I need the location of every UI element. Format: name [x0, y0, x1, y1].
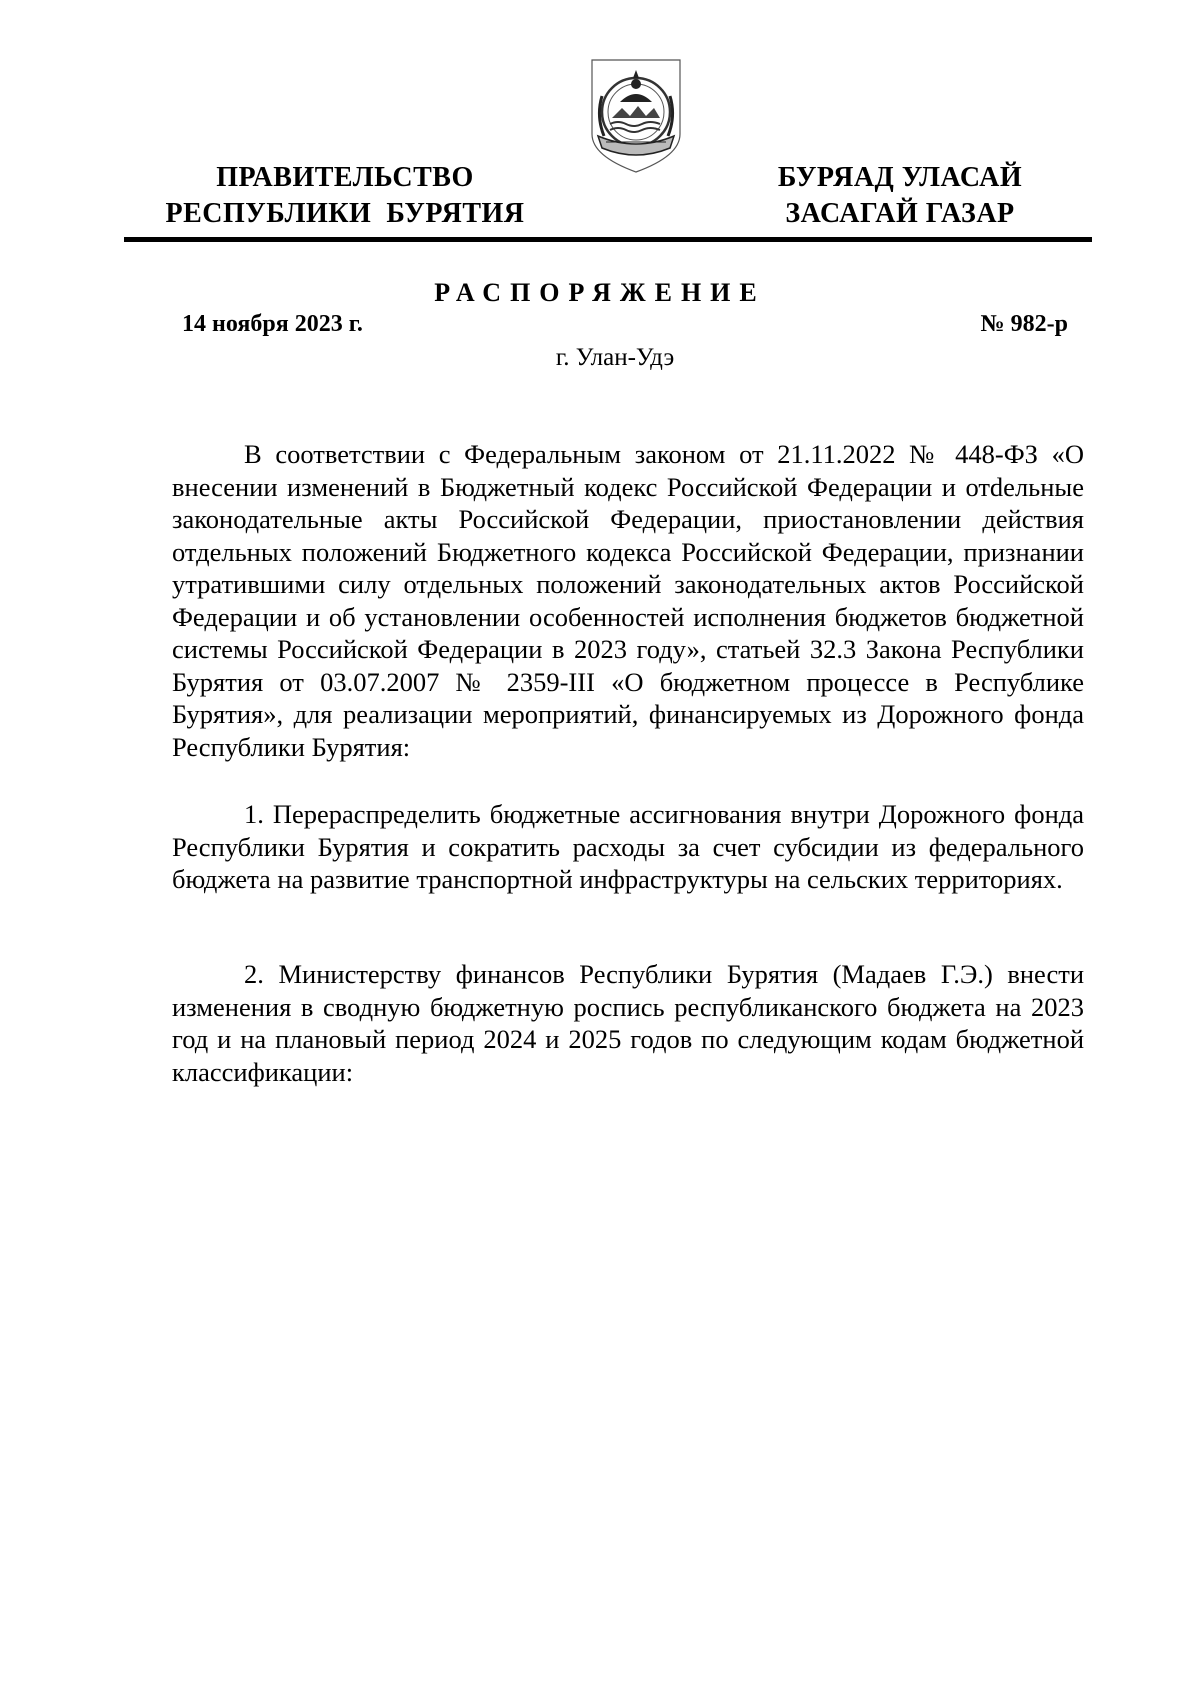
org-name-buryat-line-2: ЗАСАГАЙ ГАЗАР	[785, 198, 1015, 229]
header-divider	[124, 237, 1092, 242]
body-paragraph-item-1: 1. Перераспределить бюджетные ассигнования внутри Дорожного фонда Республики Бурятия и сократить расходы за счет субсидии из федерального бюджета на развитие транспортной инфраструктуры на сельских территориях.	[172, 799, 1084, 894]
document-number: № 982-р	[980, 311, 1068, 337]
org-name-buryat-line-1: БУРЯАД УЛАСАЙ	[777, 162, 1023, 193]
org-name-buryat	[740, 160, 1060, 232]
body-paragraph-item-2: 2. Министерству финансов Республики Бурятия (Мадаев Г.Э.) внести изменения в сводную бюджетную роспись республиканского бюджета на 2023 год и на плановый период 2024 и 2025 годов по следующим кодам бюджетной классификации:	[172, 959, 1084, 1087]
document-date: 14 ноября 2023 г.	[182, 311, 363, 337]
body-paragraph-preamble: В соответствии с Федеральным законом от 21.11.2022 № 448-ФЗ «О внесении изменений в Бюджетный кодекс Российской Федерации и отdельные законодательные акты Российской Федерации, приостановлении действия отдельных положений Бюджетного кодекса Российской Федерации, признании утратившими силу отдельных положений законодательных актов Российской Федерации и об установлении особенностей исполнения бюджетов бюджетной системы Российской Федерации в 2023 году», статьей 32.3 Закона Республики Бурятия от 03.07.2007 № 2359-III «О бюджетном процессе в Республике Бурятия», для реализации мероприятий, финансируемых из Дорожного фонда Республики Бурятия:	[172, 439, 1084, 762]
org-name-russian-line-1: ПРАВИТЕЛЬСТВО	[216, 162, 474, 193]
document-city: г. Улан-Удэ	[555, 344, 675, 371]
document-type-title: РАСПОРЯЖЕНИЕ	[434, 278, 766, 307]
org-name-russian	[150, 160, 540, 232]
coat-of-arms-emblem-icon	[588, 56, 684, 176]
org-name-russian-line-2: РЕСПУБЛИКИ БУРЯТИЯ	[165, 198, 525, 229]
